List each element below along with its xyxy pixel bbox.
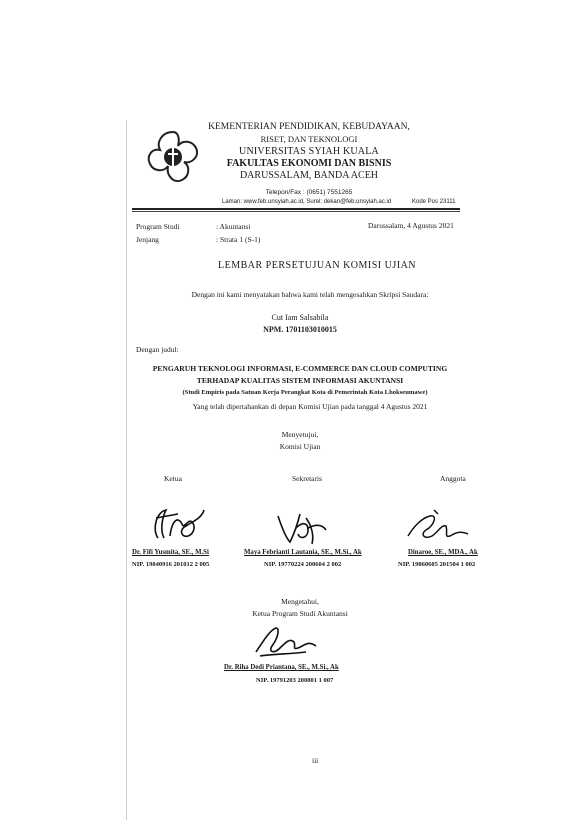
role-sekretaris: Sekretaris [292, 474, 322, 483]
header-ministry: KEMENTERIAN PENDIDIKAN, KEBUDAYAAN, [208, 122, 410, 132]
page-number: iii [312, 756, 319, 765]
intro-text: Dengan ini kami menyatakan bahwa kami telah mengesahkan Skripsi Saudara: [191, 290, 429, 299]
university-logo-icon [142, 126, 204, 188]
header-phone: Telepon/Fax : (0651) 7551265 [265, 189, 353, 196]
page-edge [126, 120, 127, 820]
header-faculty: FAKULTAS EKONOMI DAN BISNIS [226, 158, 392, 169]
signature-anggota-icon [404, 506, 472, 546]
header-website: Laman: www.feb.unsyiah.ac.id, Surel: dekan@feb.unsyiah.ac.id [222, 199, 392, 205]
header-rule [132, 208, 460, 210]
approval-line1: Menyetujui, [281, 430, 319, 439]
role-ketua: Ketua [164, 474, 182, 483]
knowing-line2: Ketua Program Studi Akuntansi [252, 609, 348, 618]
judul-label: Dengan judul: [136, 345, 179, 354]
signature-ketua-icon [148, 500, 208, 545]
anggota-nip: NIP. 19860605 201504 1 002 [398, 561, 476, 568]
header-rule-thin [132, 211, 460, 212]
place-date: Darussalam, 4 Agustus 2021 [368, 221, 454, 230]
header-university: UNIVERSITAS SYIAH KUALA [239, 146, 379, 157]
thesis-line2: TERHADAP KUALITAS SISTEM INFORMASI AKUNTANSI [196, 376, 404, 385]
student-name: Cut Iam Salsabila [271, 313, 329, 322]
signature-kaprodi-icon [250, 620, 320, 662]
jenjang-label: Jenjang [136, 235, 159, 244]
kaprodi-nip: NIP. 19791203 200801 1 007 [256, 677, 334, 684]
ketua-name: Dr. Fifi Yusmita, SE., M.Si [132, 549, 209, 556]
thesis-line3: (Studi Empiris pada Satuan Kerja Perangkat Kota di Pemerintah Kota Lhokseumawe) [182, 389, 428, 396]
approval-line2: Komisi Ujian [279, 442, 321, 451]
thesis-line4: Yang telah dipertahankan di depan Komisi Ujian pada tanggal 4 Agustus 2021 [192, 402, 428, 411]
anggota-name: Dinaroe, SE., MDA., Ak [408, 549, 478, 556]
header-city: DARUSSALAM, BANDA ACEH [239, 170, 379, 181]
sekretaris-nip: NIP. 19770224 200604 2 002 [264, 561, 342, 568]
program-value: : Akuntansi [216, 222, 251, 231]
header-ministry2: RISET, DAN TEKNOLOGI [260, 134, 358, 144]
student-npm: NPM. 1701103010015 [263, 325, 337, 334]
role-anggota: Anggota [440, 474, 466, 483]
program-label: Program Studi [136, 222, 180, 231]
thesis-line1: PENGARUH TEKNOLOGI INFORMASI, E-COMMERCE DAN CLOUD COMPUTING [152, 364, 448, 373]
signature-sekretaris-icon [272, 508, 332, 548]
sekretaris-name: Maya Febrianti Lautania, SE., M.Si., Ak [244, 549, 362, 556]
document-title: LEMBAR PERSETUJUAN KOMISI UJIAN [218, 260, 417, 271]
header-postal-code: Kode Pos 23111 [412, 199, 456, 205]
kaprodi-name: Dr. Riha Dedi Priantana, SE., M.Si., Ak [224, 664, 339, 671]
jenjang-value: : Strata 1 (S-1) [216, 235, 261, 244]
knowing-line1: Mengetahui, [281, 597, 319, 606]
ketua-nip: NIP. 19840916 201012 2 005 [132, 561, 210, 568]
